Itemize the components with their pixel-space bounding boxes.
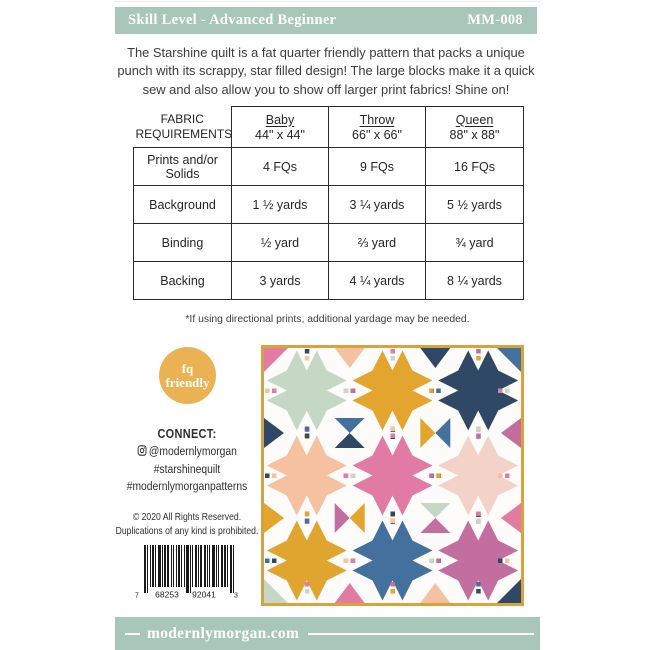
connect-section [102,426,272,495]
column-size: 44" x 44" [255,127,305,142]
table-row [134,186,524,224]
badge-line: friendly [165,374,210,390]
fabric-requirements-table [133,106,524,300]
column-size: 66" x 66" [352,127,402,142]
svg-text:3: 3 [234,592,238,600]
copyright-line: Duplications of any kind is prohibited. [115,525,259,537]
column-header-queen [426,107,524,148]
quilt-photo [261,345,524,606]
row-label: Prints and/or Solids [134,148,232,186]
table-cell: 1 ½ yards [232,186,329,224]
instagram-icon [137,444,146,461]
footer-dash-line [125,633,140,635]
badge-line: fq [181,360,194,376]
column-name: Baby [265,112,295,127]
table-row [134,148,524,186]
table-cell: 3 ¼ yards [329,186,426,224]
column-header-baby [232,107,329,148]
row-label: Backing [134,262,232,300]
website-url: modernlymorgan.com [147,624,300,642]
table-cell: ¾ yard [426,224,524,262]
svg-text:92041: 92041 [192,589,216,600]
table-cell: 4 FQs [232,148,329,186]
hashtag: #modernlymorganpatterns [126,478,248,493]
description-line: The Starshine quilt is a fat quarter friendly pattern that packs a unique [127,45,525,60]
table-cell: 9 FQs [329,148,426,186]
table-cell: 8 ¼ yards [426,262,524,300]
upc-barcode [134,543,240,601]
table-cell: ⅔ yard [329,224,426,262]
table-cell: ½ yard [232,224,329,262]
header-bar [115,7,537,34]
column-size: 88" x 88" [449,127,500,142]
fq-friendly-badge [159,347,216,404]
description-line: punch with its scrappy, star filled design! The large blocks make it a quick [117,63,535,79]
table-cell: 3 yards [232,262,329,300]
table-cell: 4 ¼ yards [329,262,426,300]
footer-rule-line [308,633,534,635]
svg-text:7: 7 [135,592,139,600]
instagram-handle: @modernlymorgan [116,443,259,461]
column-name: Throw [359,112,395,127]
card-top-edge [115,1,540,2]
copyright-line: © 2020 All Rights Reserved. [132,512,242,523]
pattern-number: MM-008 [467,12,523,28]
table-footnote: *If using directional prints, additional yardage may be needed. [185,314,470,325]
row-label: Binding [134,224,232,262]
pattern-description [110,44,542,99]
skill-level-label: Skill Level - Advanced Beginner [128,12,337,28]
table-title-cell: FABRIC REQUIREMENTS [134,107,232,148]
footer-bar [115,617,540,650]
table-cell: 5 ½ yards [426,186,524,224]
table-cell: 16 FQs [426,148,524,186]
copyright-notice [102,511,272,538]
svg-text:68253: 68253 [155,589,179,600]
table-row [134,262,524,300]
table-row [134,224,524,262]
description-line: sew and also allow you to show off larger print fabrics! Shine on! [142,81,510,97]
column-header-throw [329,107,426,148]
connect-heading: CONNECT: [157,426,217,441]
hashtag: #starshinequilt [153,461,221,476]
row-label: Background [134,186,232,224]
column-name: Queen [455,112,494,127]
